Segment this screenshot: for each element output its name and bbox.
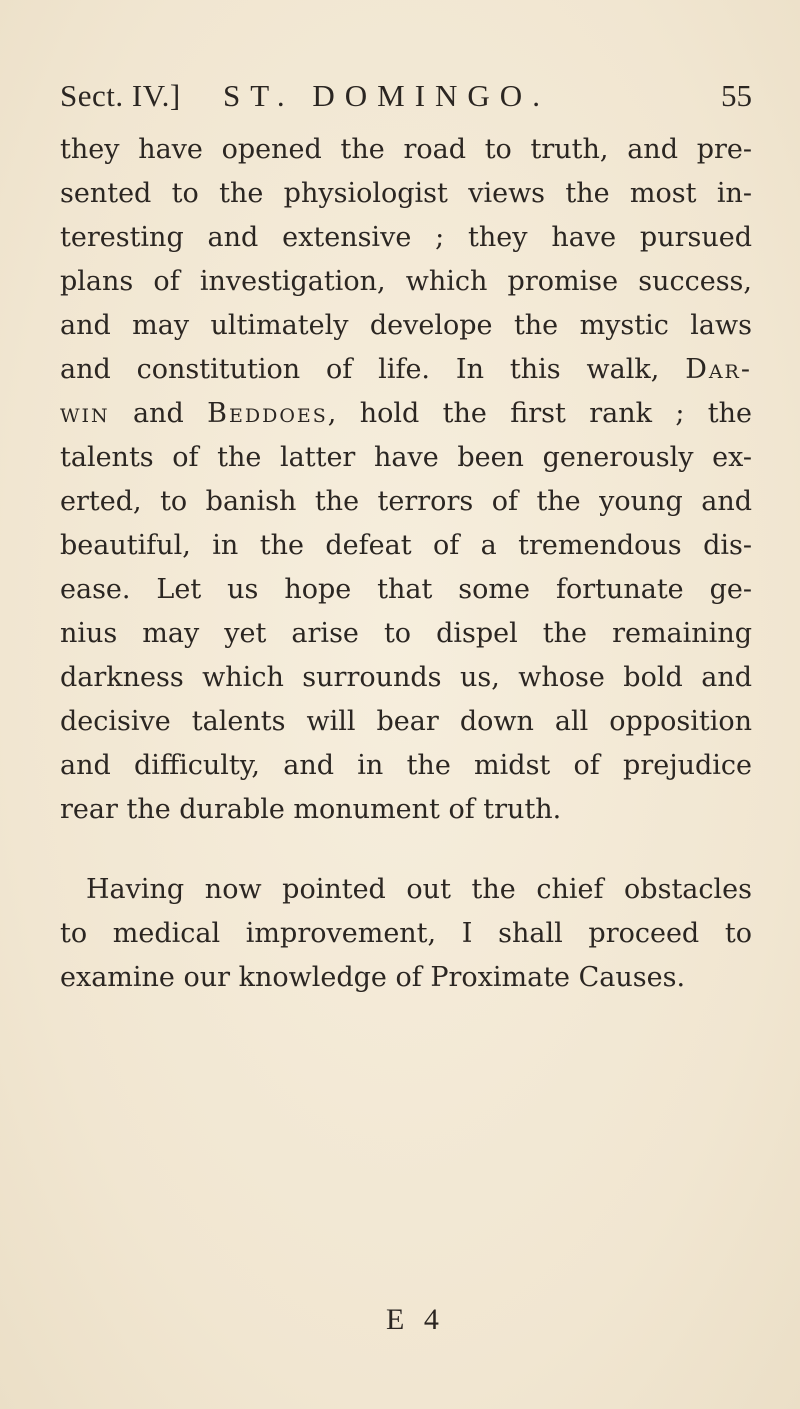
text-line: darkness which surrounds us, whose bold and: [60, 662, 752, 693]
text-line: talents of the latter have been generously ex-: [60, 442, 752, 473]
text-line: beautiful, in the defeat of a tremendous dis-: [60, 530, 752, 561]
line-text: and constitution of life. In this walk,: [60, 354, 686, 385]
running-title: ST. DOMINGO.: [223, 78, 550, 113]
text-line: ease. Let us hope that some fortunate ge-: [60, 574, 752, 605]
author-name-darwin-cont: win: [60, 398, 110, 429]
text-line: Having now pointed out the chief obstacles: [86, 874, 752, 905]
text-line: plans of investigation, which promise success,: [60, 266, 752, 297]
text-line: teresting and extensive ; they have pursued: [60, 222, 752, 253]
page-number: 55: [721, 78, 752, 113]
text-line: [60, 392, 752, 436]
text-line: and may ultimately develope the mystic laws: [60, 310, 752, 341]
text-line: sented to the physiologist views the most in-: [60, 178, 752, 209]
text-line: decisive talents will bear down all opposition: [60, 706, 752, 737]
text-line: they have opened the road to truth, and pre-: [60, 134, 752, 165]
paragraph-2: [60, 868, 752, 1000]
text-line: rear the durable monument of truth.: [60, 794, 562, 825]
text-line: nius may yet arise to dispel the remaining: [60, 618, 752, 649]
text-line: to medical improvement, I shall proceed to: [60, 918, 752, 949]
text-line: examine our knowledge of Proximate Causes.: [60, 962, 686, 993]
text-line: erted, to banish the terrors of the young and: [60, 486, 752, 517]
line-text: , hold the first rank ; the: [327, 398, 752, 429]
author-name-darwin: Dar-: [685, 354, 752, 385]
signature-mark: E 4: [386, 1303, 445, 1336]
line-text: and: [109, 398, 208, 429]
text-line: and difficulty, and in the midst of prejudice: [60, 750, 752, 781]
body-text: [60, 128, 752, 1000]
author-name-beddoes: Beddoes: [207, 398, 328, 429]
text-line: [60, 348, 752, 392]
section-label: Sect. IV.]: [60, 78, 181, 113]
paragraph-gap: [60, 832, 752, 868]
running-head: [60, 74, 752, 118]
paragraph-1: [60, 128, 752, 832]
